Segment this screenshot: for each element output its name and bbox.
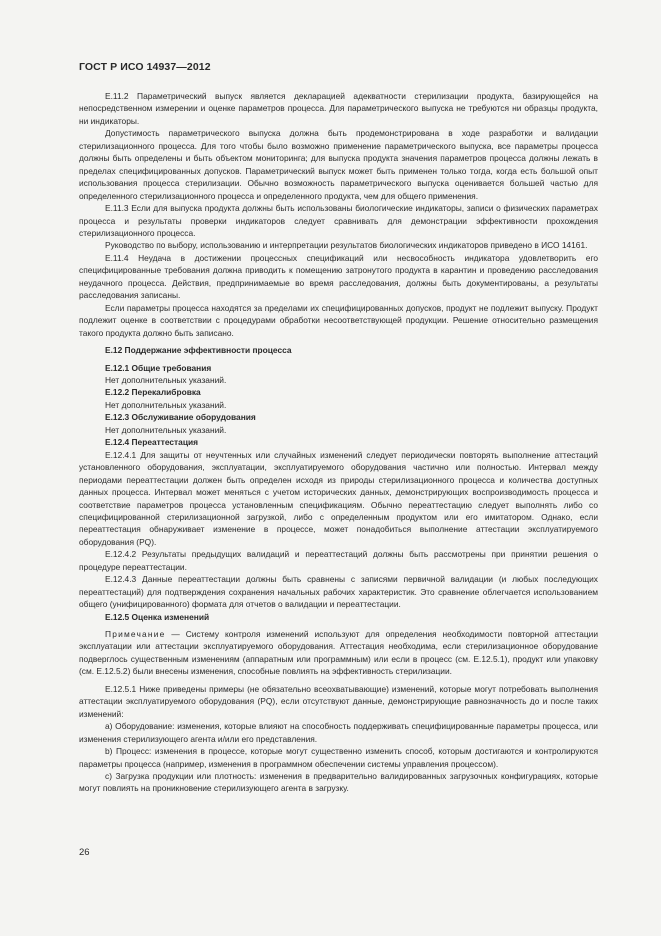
subsection-heading: Е.12.3 Обслуживание оборудования (105, 412, 256, 423)
paragraph: Е.12.4.1 Для защиты от неучтенных или случайных изменений следует периодически повторять выполнение аттестаций установленного оборудования, эксплуатации, эксплуатируемого оборудования частично или полностью. Интервал между периодами переаттестации должен быть определен исходя из природы стерилизационного процесса и количества доступных данных процесса. Интервал может меняться с учетом исторических данных, демонстрирующих воспроизводимость процесса и соответствие параметров процесса установленным спецификациям. Обычно переаттестацию следует выполнять либо со специфицированной стерилизационной загрузкой, либо с определенным продуктом или его имитатором. Однако, если переаттестация обнаруживает изменение в процессе, может понадобиться выполнение аттестации эксплуатируемого оборудования (PQ). (79, 449, 598, 547)
subsection-heading: Е.12.1 Общие требования (105, 362, 212, 373)
paragraph: Допустимость параметрического выпуска должна быть продемонстрирована в ходе разработки и валидации стерилизационного процесса. Для того чтобы было возможно применение параметрического выпуска, все параметры процесса должны быть определены и быть объектом мониторинга; для выпуска продукта значения параметров процесса должны лежать в пределах специфицированных допусков. Параметрический выпуск может быть применен только тогда, когда есть большой опыт использования процесса стерилизации. Обычно возможность параметрического выпуска оценивается большей частью для определенного стерилизационного процесса и определенного продукта, чем для общего применения. (79, 128, 598, 201)
paragraph: Нет дополнительных указаний. (105, 399, 227, 410)
subsection-heading: Е.12.4 Переаттестация (105, 437, 198, 448)
subsection-heading: Е.12.2 Перекалибровка (105, 387, 201, 398)
document-header: ГОСТ Р ИСО 14937—2012 (79, 61, 211, 73)
note-text: — Систему контроля изменений используют для определения необходимости повторной аттестации эксплуатации или аттестации эксплуатируемого оборудования. Аттестация необходима, если стерилизационное оборудование подверглось существенным изменениям (аппаратным или программным) или если в процесс (см. Е.12.5.1), продукт или упаковку (см. Е.12.5.2) были внесены изменения, способные повлиять на эффективность стерилизации. (79, 629, 598, 677)
document-body (79, 90, 598, 795)
paragraph: Е.11.3 Если для выпуска продукта должны быть использованы биологические индикаторы, записи о физических параметрах процесса и результаты проверки индикаторов следует сравнивать для демонстрации эффективности прохождения стерилизационного процесса. (79, 203, 598, 238)
paragraph: Е.12.4.3 Данные переаттестации должны быть сравнены с записями первичной валидации (и любых последующих переаттестаций) для подтверждения сохранения начальных рабочих характеристик. Это сравнение облегчается использованием общего (унифицированного) формата для отчетов о валидации и переаттестации. (79, 574, 598, 610)
paragraph: Е.11.2 Параметрический выпуск является декларацией адекватности стерилизации продукта, базирующейся на непосредственном измерении и оценке параметров процесса. Для параметрического выпуска не требуются ни образцы продукта, ни индикаторы. (79, 91, 598, 126)
paragraph: Е.11.4 Неудача в достижении процессных спецификаций или несвособность индикатора удовлетворить его специфицированные требования должна приводить к помещению затронутого продукта в карантин и проведению расследования неудачного процесса. Действия, предпринимаемые во время расследования, должны быть документированы, а результаты расследования записаны. (79, 252, 598, 301)
subsection-heading: Е.12.5 Оценка изменений (105, 611, 210, 622)
paragraph: Нет дополнительных указаний. (105, 424, 227, 435)
note-paragraph (79, 628, 598, 678)
section-heading: Е.12 Поддержание эффективности процесса (105, 345, 292, 356)
page-number: 26 (79, 847, 90, 858)
list-item: b) Процесс: изменения в процессе, которые могут существенно изменить способ, которым достигаются и контролируются параметры процесса (например, изменения в программном обеспечении системы управления процессом). (79, 746, 598, 769)
paragraph: Е.12.5.1 Ниже приведены примеры (не обязательно всеохватывающие) изменений, которые могут потребовать выполнения аттестации эксплуатируемого оборудования (PQ), если отсутствуют данные, демонстрирующие равнозначность до и после таких изменений: (79, 683, 598, 719)
list-item: с) Загрузка продукции или плотность: изменения в предварительно валидированных загрузочных конфигурациях, которые могут повлиять на проникновение стерилизующего агента в загрузку. (79, 771, 598, 794)
list-item: а) Оборудование: изменения, которые влияют на способность поддерживать специфицированные параметры процесса, или изменения стерилизующего агента и/или его представления. (79, 721, 598, 744)
paragraph: Е.12.4.2 Результаты предыдущих валидаций и переаттестаций должны быть рассмотрены при принятии решения о процедуре переаттестации. (79, 549, 598, 572)
paragraph: Руководство по выбору, использованию и интерпретации результатов биологических индикаторов приведено в ИСО 14161. (105, 240, 588, 251)
paragraph: Нет дополнительных указаний. (105, 374, 227, 385)
note-label: Примечание (105, 629, 166, 640)
paragraph: Если параметры процесса находятся за пределами их специфицированных допусков, продукт не подлежит выпуску. Продукт подлежит оценке в соответствии с процедурами обработки несоответствующей продукции. Решение относительно размещения такого продукта должно быть записано. (79, 302, 598, 338)
